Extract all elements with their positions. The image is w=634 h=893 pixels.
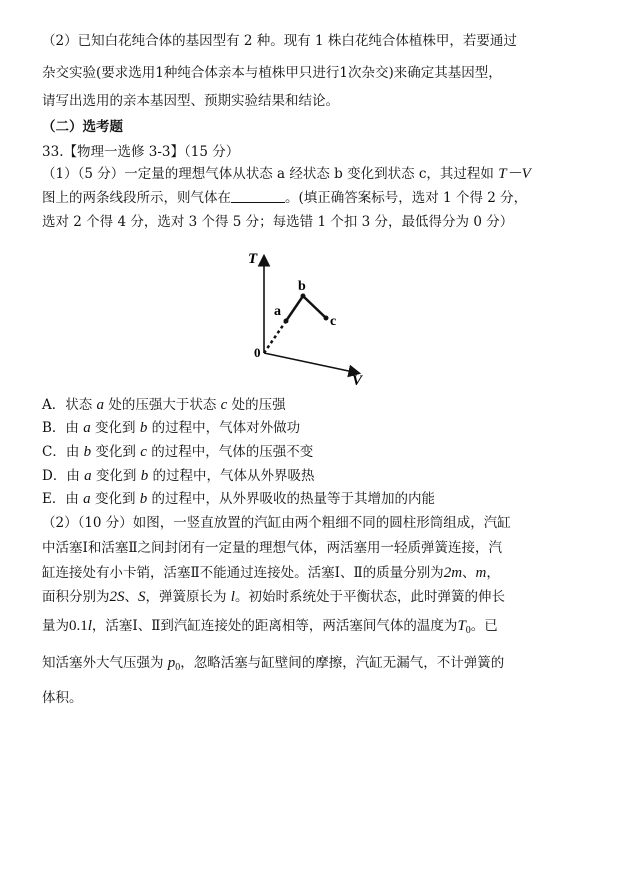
q33-p2-line7: 体积。 xyxy=(42,690,83,706)
prev-part2-line1: （2）已知白花纯合体的基因型有 2 种。现有 1 株白花纯合体植株甲，若要通过 xyxy=(42,33,517,49)
point-c xyxy=(324,316,329,321)
p2-line5b: ，活塞Ⅰ、Ⅱ到汽缸连接处的距离相等，两活塞间气体的温度为 xyxy=(91,618,458,634)
q33-p1-line1 xyxy=(42,166,531,183)
p2-line3a: 缸连接处有小卡销，活塞Ⅱ不能通过连接处。活塞Ⅰ、Ⅱ的质量分别为 xyxy=(42,565,444,581)
origin-label: 0 xyxy=(254,345,261,360)
option-b[interactable] xyxy=(42,420,300,437)
option-c-mid: 变化到 xyxy=(91,444,141,460)
option-b-mid: 变化到 xyxy=(90,420,140,436)
point-b-label: b xyxy=(298,279,306,294)
v-axis-label: V xyxy=(352,373,363,385)
extension-var: l xyxy=(87,618,92,634)
option-b-var1: a xyxy=(83,420,91,436)
option-d[interactable] xyxy=(42,468,315,485)
p2-comma1: ， xyxy=(486,565,500,581)
option-a-var1: a xyxy=(96,397,105,413)
option-a-mid: 处的压强大于状态 xyxy=(104,397,221,413)
option-e-var2: b xyxy=(139,491,148,507)
segment-ab xyxy=(286,296,303,321)
option-a[interactable] xyxy=(42,397,286,414)
p2-line4b: ，弹簧原长为 xyxy=(145,589,231,605)
section-heading: （二）选考题 xyxy=(42,119,123,135)
option-e-mid: 变化到 xyxy=(90,491,140,507)
option-c[interactable] xyxy=(42,444,313,461)
option-c-pre: ．由 xyxy=(52,444,84,460)
temperature: T xyxy=(457,618,466,634)
option-c-var1: b xyxy=(83,444,92,460)
mass-2: m xyxy=(475,565,487,581)
option-c-post: 的过程中，气体的压强不变 xyxy=(146,444,314,460)
option-a-letter: A xyxy=(42,397,52,413)
p2-sep2: 、 xyxy=(124,589,138,605)
option-e[interactable] xyxy=(42,491,435,508)
pressure-sub: 0 xyxy=(175,662,181,673)
option-d-post: 的过程中，气体从外界吸热 xyxy=(148,468,315,484)
option-a-post: 处的压强 xyxy=(227,397,286,413)
option-d-mid: 变化到 xyxy=(91,468,141,484)
q33-heading xyxy=(42,144,239,161)
p2-line4c: 。初始时系统处于平衡状态，此时弹簧的伸长 xyxy=(234,589,505,605)
extension-num: 0.1 xyxy=(69,618,88,634)
q33-number: 33 xyxy=(42,144,60,160)
q33-p2-line6 xyxy=(42,655,504,676)
option-b-letter: B xyxy=(42,420,52,436)
option-c-letter: C xyxy=(42,444,53,460)
p2-line4a: 面积分别为 xyxy=(42,589,110,605)
option-a-pre: ．状态 xyxy=(51,397,97,413)
prev-part2-line3: 请写出选用的亲本基因型、预期实验结果和结论。 xyxy=(42,93,339,109)
q33-p2-line2: 中活塞Ⅰ和活塞Ⅱ之间封闭有一定量的理想气体，两活塞用一轻质弹簧连接，汽 xyxy=(42,540,503,556)
temperature-sub: 0 xyxy=(465,625,471,636)
p2-line6b: ，忽略活塞与缸壁间的摩擦，汽缸无漏气，不计弹簧的 xyxy=(180,655,505,671)
point-a-label: a xyxy=(274,304,281,319)
q33-p2-line3 xyxy=(42,565,500,582)
origin-to-a-dashed xyxy=(264,321,286,353)
area-2: S xyxy=(138,589,146,605)
option-e-var1: a xyxy=(83,491,91,507)
q33-p2-line1: （2）（10 分）如图，一竖直放置的汽缸由两个粗细不同的圆柱形筒组成，汽缸 xyxy=(42,515,511,531)
prev-part2-line2: 杂交实验(要求选用1种纯合体亲本与植株甲只进行1次杂交)来确定其基因型， xyxy=(42,65,502,81)
q33-p1-text: （1）（5 分）一定量的理想气体从状态 a 经状态 b 变化到状态 c，其过程如 xyxy=(42,166,494,182)
option-d-letter: D xyxy=(42,468,53,484)
option-e-post: 的过程中，从外界吸收的热量等于其增加的内能 xyxy=(147,491,436,507)
option-d-pre: ．由 xyxy=(52,468,85,484)
point-c-label: c xyxy=(330,314,337,329)
p2-sep1: 、 xyxy=(462,565,476,581)
point-b xyxy=(301,294,306,299)
q33-p1-line3: 选对 2 个得 4 分，选对 3 个得 5 分；每选错 1 个扣 3 分，最低得分为 0 分） xyxy=(42,214,514,230)
tv-symbol: T－V xyxy=(498,166,531,182)
option-b-pre: ．由 xyxy=(51,420,84,436)
option-d-var2: b xyxy=(140,468,149,484)
p2-line5c: 。已 xyxy=(470,618,498,634)
q33-p1-line2b: 。(填正确答案标号，选对 1 个得 2 分， xyxy=(285,190,528,206)
spring-length: l xyxy=(230,589,235,605)
q33-label: .【物理一选修 3-3】（15 分） xyxy=(59,144,240,160)
mass-1: 2m xyxy=(443,565,463,581)
q33-p1-line2 xyxy=(42,190,527,207)
option-c-var2: c xyxy=(140,444,147,460)
q33-p2-line5 xyxy=(42,618,498,639)
option-e-letter: E xyxy=(42,491,52,507)
p2-line6a: 知活塞外大气压强为 xyxy=(42,655,168,671)
option-b-post: 的过程中，气体对外做功 xyxy=(147,420,301,436)
q33-p1-line2a: 图上的两条线段所示，则气体在 xyxy=(42,190,231,206)
area-1: 2S xyxy=(109,589,125,605)
segment-bc xyxy=(303,296,326,318)
point-a xyxy=(284,319,289,324)
option-a-var2: c xyxy=(220,397,228,413)
option-b-var2: b xyxy=(139,420,148,436)
option-e-pre: ．由 xyxy=(51,491,84,507)
q33-p2-line4 xyxy=(42,589,505,606)
tv-graph xyxy=(240,245,370,385)
pressure: p xyxy=(167,655,176,671)
answer-blank[interactable] xyxy=(231,190,285,203)
option-d-var1: a xyxy=(84,468,92,484)
t-axis-label: T xyxy=(248,251,258,267)
v-axis xyxy=(264,353,358,373)
p2-line5a: 量为 xyxy=(42,618,69,634)
